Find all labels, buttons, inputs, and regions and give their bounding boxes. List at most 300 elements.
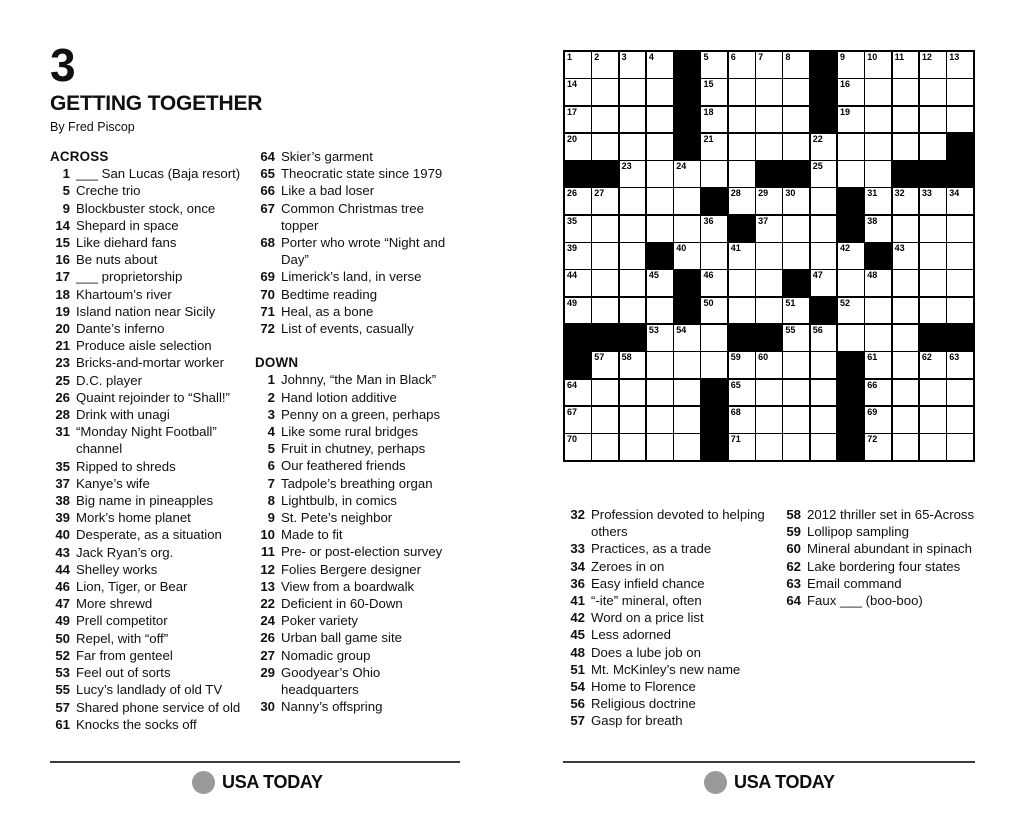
grid-cell-black xyxy=(811,79,837,105)
clue-number: 2 xyxy=(267,389,275,405)
grid-cell-number: 29 xyxy=(758,188,769,199)
grid-cell-number: 69 xyxy=(867,406,878,417)
puzzle-title: GETTING TOGETHER xyxy=(50,91,263,115)
grid-cell[interactable] xyxy=(647,134,673,160)
grid-cell[interactable] xyxy=(620,434,646,460)
grid-cell[interactable] xyxy=(865,352,891,378)
grid-cell[interactable] xyxy=(893,325,919,351)
clue-text: Like some rural bridges xyxy=(281,424,419,440)
grid-cell[interactable] xyxy=(729,161,755,187)
grid-cell[interactable] xyxy=(647,325,673,351)
clue-text: Skier’s garment xyxy=(281,149,373,164)
grid-cell[interactable] xyxy=(729,134,755,160)
grid-cell-number: 45 xyxy=(648,270,659,281)
grid-cell[interactable] xyxy=(865,52,891,78)
grid-cell[interactable] xyxy=(592,134,618,160)
grid-cell[interactable] xyxy=(811,325,837,351)
grid-cell[interactable] xyxy=(565,79,591,105)
grid-cell[interactable] xyxy=(701,216,727,242)
grid-cell[interactable] xyxy=(592,352,618,378)
grid-cell[interactable] xyxy=(674,216,700,242)
grid-cell[interactable] xyxy=(756,134,782,160)
grid-cell[interactable] xyxy=(620,243,646,269)
grid-cell-black xyxy=(701,188,727,214)
grid-cell[interactable] xyxy=(920,243,946,269)
grid-cell[interactable] xyxy=(647,216,673,242)
grid-cell[interactable] xyxy=(838,325,864,351)
clue-text: More shrewd xyxy=(76,596,153,612)
grid-cell[interactable] xyxy=(620,107,646,133)
clue-item xyxy=(565,558,777,575)
grid-cell[interactable] xyxy=(592,298,618,324)
grid-cell[interactable] xyxy=(565,188,591,214)
clue-text: Mineral abundant in spinach xyxy=(807,541,972,557)
grid-cell[interactable] xyxy=(701,270,727,296)
clue-text: Home to Florence xyxy=(591,679,696,695)
grid-cell-number: 44 xyxy=(567,270,578,281)
clue-item xyxy=(255,664,453,698)
grid-cell[interactable] xyxy=(701,298,727,324)
grid-cell[interactable] xyxy=(920,380,946,406)
grid-cell[interactable] xyxy=(756,107,782,133)
grid-cell[interactable] xyxy=(920,352,946,378)
grid-cell[interactable] xyxy=(729,79,755,105)
grid-cell-number: 17 xyxy=(567,106,578,117)
grid-cell[interactable] xyxy=(729,352,755,378)
grid-cell[interactable] xyxy=(893,270,919,296)
grid-cell[interactable] xyxy=(620,52,646,78)
clue-item xyxy=(50,647,250,664)
grid-cell[interactable] xyxy=(729,52,755,78)
grid-cell[interactable] xyxy=(565,216,591,242)
clue-item xyxy=(781,592,981,609)
grid-cell[interactable] xyxy=(592,243,618,269)
grid-cell[interactable] xyxy=(674,434,700,460)
grid-cell[interactable] xyxy=(647,352,673,378)
grid-cell[interactable] xyxy=(865,270,891,296)
grid-cell[interactable] xyxy=(947,216,973,242)
grid-cell[interactable] xyxy=(592,270,618,296)
grid-cell[interactable] xyxy=(756,243,782,269)
grid-cell-number: 41 xyxy=(730,243,741,254)
grid-cell[interactable] xyxy=(838,79,864,105)
grid-cell[interactable] xyxy=(893,52,919,78)
clue-item xyxy=(50,200,250,217)
down-clue-list-1 xyxy=(255,371,453,715)
grid-cell[interactable] xyxy=(920,298,946,324)
grid-cell[interactable] xyxy=(620,161,646,187)
grid-cell[interactable] xyxy=(811,434,837,460)
clue-text: Email command xyxy=(807,575,902,591)
grid-cell[interactable] xyxy=(893,79,919,105)
grid-cell[interactable] xyxy=(620,298,646,324)
clue-number: 42 xyxy=(570,610,585,626)
grid-cell[interactable] xyxy=(565,298,591,324)
grid-cell-number: 10 xyxy=(867,52,878,62)
grid-cell[interactable] xyxy=(838,243,864,269)
clue-item xyxy=(255,492,453,509)
grid-cell[interactable] xyxy=(947,434,973,460)
grid-cell-number: 51 xyxy=(785,297,796,308)
grid-cell[interactable] xyxy=(620,352,646,378)
clue-item xyxy=(255,526,453,543)
grid-cell[interactable] xyxy=(620,380,646,406)
clue-item xyxy=(255,165,453,182)
grid-cell-number: 28 xyxy=(730,188,741,199)
grid-cell[interactable] xyxy=(893,107,919,133)
grid-cell[interactable] xyxy=(920,52,946,78)
grid-cell[interactable] xyxy=(756,188,782,214)
grid-cell[interactable] xyxy=(865,216,891,242)
clue-item xyxy=(255,286,453,303)
clue-item xyxy=(50,681,250,698)
grid-cell[interactable] xyxy=(920,188,946,214)
grid-cell[interactable] xyxy=(893,188,919,214)
clue-item xyxy=(50,251,250,268)
grid-cell[interactable] xyxy=(893,434,919,460)
clue-number: 62 xyxy=(786,558,801,574)
grid-cell[interactable] xyxy=(811,188,837,214)
clue-item xyxy=(50,595,250,612)
grid-cell[interactable] xyxy=(756,407,782,433)
grid-cell[interactable] xyxy=(647,52,673,78)
grid-cell[interactable] xyxy=(947,243,973,269)
clue-text: Profession devoted to helping others xyxy=(591,507,765,540)
grid-cell[interactable] xyxy=(647,298,673,324)
grid-cell[interactable] xyxy=(674,243,700,269)
grid-cell[interactable] xyxy=(838,298,864,324)
clue-item xyxy=(781,558,981,575)
grid-cell[interactable] xyxy=(783,407,809,433)
grid-cell-number: 53 xyxy=(648,324,659,335)
grid-cell[interactable] xyxy=(647,79,673,105)
grid-cell[interactable] xyxy=(947,107,973,133)
grid-cell[interactable] xyxy=(865,134,891,160)
grid-cell-number: 65 xyxy=(730,379,741,390)
clue-text: Urban ball game site xyxy=(281,630,402,646)
grid-cell[interactable] xyxy=(620,134,646,160)
grid-cell[interactable] xyxy=(865,79,891,105)
grid-cell[interactable] xyxy=(783,325,809,351)
grid-cell[interactable] xyxy=(865,325,891,351)
grid-cell[interactable] xyxy=(893,216,919,242)
grid-cell[interactable] xyxy=(783,380,809,406)
clue-text: Lion, Tiger, or Bear xyxy=(76,579,188,595)
grid-cell[interactable] xyxy=(701,352,727,378)
grid-cell[interactable] xyxy=(783,434,809,460)
grid-cell[interactable] xyxy=(756,270,782,296)
grid-cell[interactable] xyxy=(947,52,973,78)
clue-number: 52 xyxy=(55,647,70,663)
grid-cell[interactable] xyxy=(920,134,946,160)
grid-cell[interactable] xyxy=(592,107,618,133)
grid-cell[interactable] xyxy=(920,270,946,296)
grid-cell-number: 19 xyxy=(839,106,850,117)
grid-cell[interactable] xyxy=(783,52,809,78)
grid-cell[interactable] xyxy=(783,352,809,378)
grid-cell[interactable] xyxy=(565,134,591,160)
clue-item xyxy=(255,612,453,629)
grid-cell-black xyxy=(947,134,973,160)
clue-number: 3 xyxy=(267,406,275,422)
grid-cell[interactable] xyxy=(647,407,673,433)
grid-cell[interactable] xyxy=(647,380,673,406)
grid-cell-number: 11 xyxy=(894,52,905,62)
grid-cell[interactable] xyxy=(620,407,646,433)
grid-cell[interactable] xyxy=(647,107,673,133)
clue-item xyxy=(781,506,981,523)
grid-cell[interactable] xyxy=(565,243,591,269)
clue-text: Mt. McKinley’s new name xyxy=(591,661,741,677)
grid-cell[interactable] xyxy=(947,298,973,324)
down-clue-list-2 xyxy=(565,506,777,730)
clue-text: Dante’s inferno xyxy=(76,321,165,337)
grid-cell[interactable] xyxy=(729,243,755,269)
grid-cell[interactable] xyxy=(920,107,946,133)
grid-cell-number: 9 xyxy=(839,52,845,62)
grid-cell-number: 55 xyxy=(785,324,796,335)
grid-cell[interactable] xyxy=(565,52,591,78)
grid-cell-number: 40 xyxy=(676,243,687,254)
grid-cell[interactable] xyxy=(920,216,946,242)
clue-text: Quaint rejoinder to “Shall!” xyxy=(76,389,230,405)
grid-cell[interactable] xyxy=(783,216,809,242)
clue-item xyxy=(50,165,250,182)
grid-cell-black xyxy=(783,161,809,187)
grid-cell[interactable] xyxy=(592,52,618,78)
grid-cell[interactable] xyxy=(701,243,727,269)
grid-cell[interactable] xyxy=(811,216,837,242)
grid-cell[interactable] xyxy=(783,134,809,160)
grid-cell[interactable] xyxy=(647,161,673,187)
clue-text: Mork’s home planet xyxy=(76,510,191,526)
clue-text: Faux ___ (boo-boo) xyxy=(807,593,923,609)
grid-cell-number: 70 xyxy=(567,434,578,445)
grid-cell[interactable] xyxy=(865,407,891,433)
grid-cell[interactable] xyxy=(620,188,646,214)
clue-text: Bricks-and-mortar worker xyxy=(76,355,225,371)
grid-cell[interactable] xyxy=(701,325,727,351)
grid-cell[interactable] xyxy=(865,188,891,214)
grid-cell-number: 32 xyxy=(894,188,905,199)
grid-cell[interactable] xyxy=(811,380,837,406)
grid-cell[interactable] xyxy=(947,79,973,105)
grid-cell[interactable] xyxy=(811,270,837,296)
grid-cell[interactable] xyxy=(756,298,782,324)
clue-item xyxy=(565,609,777,626)
grid-cell-black xyxy=(701,407,727,433)
grid-cell[interactable] xyxy=(701,161,727,187)
grid-cell[interactable] xyxy=(947,188,973,214)
grid-cell[interactable] xyxy=(893,352,919,378)
grid-cell[interactable] xyxy=(756,216,782,242)
grid-cell[interactable] xyxy=(865,434,891,460)
grid-cell[interactable] xyxy=(947,270,973,296)
grid-cell[interactable] xyxy=(783,79,809,105)
clue-item xyxy=(50,509,250,526)
grid-cell-black xyxy=(947,325,973,351)
grid-cell[interactable] xyxy=(647,434,673,460)
grid-cell-number: 24 xyxy=(676,161,687,172)
clue-item xyxy=(50,458,250,475)
clue-item xyxy=(50,406,250,423)
grid-cell[interactable] xyxy=(756,52,782,78)
clue-number: 23 xyxy=(55,355,70,371)
grid-cell[interactable] xyxy=(783,298,809,324)
grid-cell[interactable] xyxy=(756,380,782,406)
grid-cell[interactable] xyxy=(701,52,727,78)
grid-cell[interactable] xyxy=(756,79,782,105)
grid-cell[interactable] xyxy=(647,188,673,214)
grid-cell[interactable] xyxy=(865,161,891,187)
grid-cell[interactable] xyxy=(865,107,891,133)
grid-cell[interactable] xyxy=(592,79,618,105)
clue-item xyxy=(565,506,777,540)
clue-item xyxy=(255,440,453,457)
grid-cell[interactable] xyxy=(811,407,837,433)
grid-cell[interactable] xyxy=(893,298,919,324)
clue-item xyxy=(50,217,250,234)
grid-cell[interactable] xyxy=(893,380,919,406)
grid-cell[interactable] xyxy=(729,270,755,296)
grid-cell[interactable] xyxy=(592,380,618,406)
grid-cell[interactable] xyxy=(729,298,755,324)
grid-cell[interactable] xyxy=(674,380,700,406)
clue-number: 13 xyxy=(260,578,275,594)
clue-number: 18 xyxy=(55,286,70,302)
clue-item xyxy=(255,200,453,234)
grid-cell-black xyxy=(947,161,973,187)
grid-cell[interactable] xyxy=(729,407,755,433)
grid-cell[interactable] xyxy=(647,270,673,296)
clue-number: 45 xyxy=(570,627,585,643)
grid-cell[interactable] xyxy=(674,161,700,187)
grid-cell[interactable] xyxy=(729,434,755,460)
grid-cell-black xyxy=(565,325,591,351)
grid-cell[interactable] xyxy=(701,134,727,160)
grid-cell-black xyxy=(811,107,837,133)
clue-number: 66 xyxy=(260,183,275,199)
clue-text: Produce aisle selection xyxy=(76,338,212,354)
grid-cell[interactable] xyxy=(565,434,591,460)
grid-cell[interactable] xyxy=(920,407,946,433)
clue-number: 17 xyxy=(55,269,70,285)
clue-number: 33 xyxy=(570,541,585,557)
clue-item xyxy=(50,544,250,561)
clue-number: 43 xyxy=(55,544,70,560)
grid-cell[interactable] xyxy=(783,107,809,133)
usatoday-wordmark: USA TODAY xyxy=(222,772,323,792)
clue-text: Ripped to shreds xyxy=(76,458,176,474)
clue-item xyxy=(565,592,777,609)
clue-number: 57 xyxy=(55,699,70,715)
grid-cell[interactable] xyxy=(811,161,837,187)
clue-number: 69 xyxy=(260,269,275,285)
clue-number: 34 xyxy=(570,558,585,574)
grid-cell-number: 64 xyxy=(567,379,578,390)
grid-cell[interactable] xyxy=(701,107,727,133)
clue-number: 25 xyxy=(55,372,70,388)
grid-cell[interactable] xyxy=(838,161,864,187)
clue-number: 20 xyxy=(55,321,70,337)
grid-cell[interactable] xyxy=(592,434,618,460)
grid-cell[interactable] xyxy=(893,134,919,160)
grid-cell[interactable] xyxy=(620,216,646,242)
grid-cell[interactable] xyxy=(865,298,891,324)
clue-text: Big name in pineapples xyxy=(76,493,214,509)
grid-cell[interactable] xyxy=(565,270,591,296)
clue-number: 56 xyxy=(570,696,585,712)
clue-number: 37 xyxy=(55,475,70,491)
clue-item xyxy=(255,320,453,337)
clue-item xyxy=(50,578,250,595)
grid-cell[interactable] xyxy=(920,434,946,460)
grid-cell[interactable] xyxy=(674,407,700,433)
grid-cell[interactable] xyxy=(947,352,973,378)
grid-cell[interactable] xyxy=(783,243,809,269)
grid-cell[interactable] xyxy=(565,407,591,433)
grid-cell[interactable] xyxy=(756,352,782,378)
grid-cell[interactable] xyxy=(838,134,864,160)
grid-cell[interactable] xyxy=(674,325,700,351)
clue-item xyxy=(781,523,981,540)
grid-cell[interactable] xyxy=(620,270,646,296)
grid-cell[interactable] xyxy=(947,407,973,433)
grid-cell[interactable] xyxy=(865,380,891,406)
grid-cell[interactable] xyxy=(674,352,700,378)
grid-cell[interactable] xyxy=(592,216,618,242)
grid-cell[interactable] xyxy=(893,407,919,433)
grid-cell[interactable] xyxy=(783,188,809,214)
grid-cell[interactable] xyxy=(729,107,755,133)
grid-cell-black xyxy=(811,52,837,78)
clue-number: 8 xyxy=(267,492,275,508)
grid-cell[interactable] xyxy=(756,434,782,460)
grid-cell[interactable] xyxy=(838,270,864,296)
grid-cell[interactable] xyxy=(838,52,864,78)
grid-cell[interactable] xyxy=(592,188,618,214)
grid-cell[interactable] xyxy=(838,107,864,133)
grid-cell[interactable] xyxy=(565,107,591,133)
clue-item xyxy=(565,540,777,557)
grid-cell[interactable] xyxy=(592,407,618,433)
grid-cell[interactable] xyxy=(811,352,837,378)
clue-text: “Monday Night Football” channel xyxy=(76,424,217,457)
grid-cell[interactable] xyxy=(811,243,837,269)
grid-cell[interactable] xyxy=(947,380,973,406)
clue-number: 9 xyxy=(62,200,70,216)
grid-cell-black xyxy=(783,270,809,296)
grid-cell[interactable] xyxy=(620,79,646,105)
grid-cell[interactable] xyxy=(920,79,946,105)
grid-cell-black xyxy=(701,434,727,460)
grid-cell[interactable] xyxy=(729,188,755,214)
grid-cell[interactable] xyxy=(565,380,591,406)
grid-cell-black xyxy=(838,380,864,406)
grid-cell[interactable] xyxy=(674,188,700,214)
grid-cell[interactable] xyxy=(811,134,837,160)
grid-cell[interactable] xyxy=(729,380,755,406)
clue-item xyxy=(50,423,250,457)
grid-cell[interactable] xyxy=(701,79,727,105)
grid-cell-number: 61 xyxy=(867,352,878,363)
clue-number: 59 xyxy=(786,524,801,540)
clue-text: Folies Bergere designer xyxy=(281,561,422,577)
clue-item xyxy=(781,575,981,592)
footer-rule xyxy=(50,761,460,763)
grid-cell-number: 14 xyxy=(567,79,578,90)
grid-cell[interactable] xyxy=(893,243,919,269)
